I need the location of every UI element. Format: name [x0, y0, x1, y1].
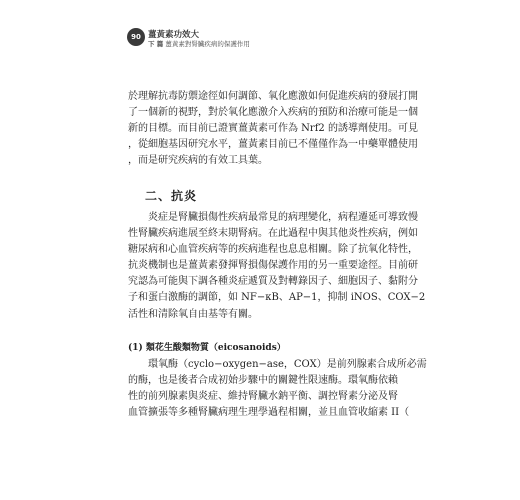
text-line: 性的前列腺素與炎症、維持腎臟水鈉平衡、調控腎素分泌及腎 [128, 391, 398, 403]
chapter-title-text: 薑黃素對腎臟疾病的保護作用 [165, 40, 250, 48]
text-line: 抗炎機制也是薑黃素發揮腎損傷保護作用的另一重要途徑。目前研 [128, 260, 418, 272]
text-line: 血管擴張等多種腎臟病理生理學過程相關，並且血管收縮素 II（ [128, 407, 410, 419]
text-line: 究認為可能與下調各種炎症遞質及對轉錄因子、細胞因子、黏附分 [128, 276, 418, 288]
chapter-title [148, 39, 250, 48]
text-line: 的酶，也是後者合成初始步驟中的關鍵性限速酶。環氧酶依賴 [128, 375, 398, 387]
text-line: 環氧酶（cyclo−oxygen−ase，COX）是前列腺素合成所必需 [148, 359, 427, 370]
text-line: ，從細胞基因研究水平，薑黃素目前已不僅僅作為一中藥單體使用 [128, 139, 418, 151]
section-heading: 二、抗炎 [145, 189, 198, 203]
text-line: 子和蛋白激酶的調節，如 NF−κB、AP−1，抑制 iNOS、COX−2 [128, 292, 426, 304]
text-line: 於理解抗毒防禦途徑如何調節、氧化應激如何促進疾病的發展打開 [128, 91, 418, 102]
paragraph-nrf2 [128, 89, 418, 169]
page-number-badge: 90 [127, 28, 145, 46]
subsection-heading: (1) 類花生酸類物質（eicosanoids） [128, 343, 286, 353]
paragraph-cox [128, 357, 427, 421]
text-line: ，而是研究疾病的有效工具葉。 [128, 155, 268, 167]
text-line: 活性和清除氧自由基等有關。 [128, 308, 258, 320]
paragraph-inflammation [128, 210, 426, 323]
text-line: 新的目標。而目前已證實薑黃素可作為 Nrf2 的誘導劑使用。可見 [128, 123, 418, 135]
chapter-label: 下 篇 [148, 40, 164, 48]
running-header [127, 26, 407, 50]
text-line: 性腎臟疾病進展至終末期腎病。在此過程中與其他炎性疾病，例如 [128, 228, 418, 240]
book-title: 薑黃素功效大 [148, 30, 200, 40]
text-line: 糖尿病和心血管疾病等的疾病進程也息息相關。除了抗氧化特性， [128, 244, 418, 256]
text-line: 了一個新的視野，對於氧化應激介入疾病的預防和治療可能是一個 [128, 107, 418, 119]
text-line: 炎症是腎臟損傷性疾病最常見的病理變化，病程遷延可導致慢 [148, 212, 418, 223]
